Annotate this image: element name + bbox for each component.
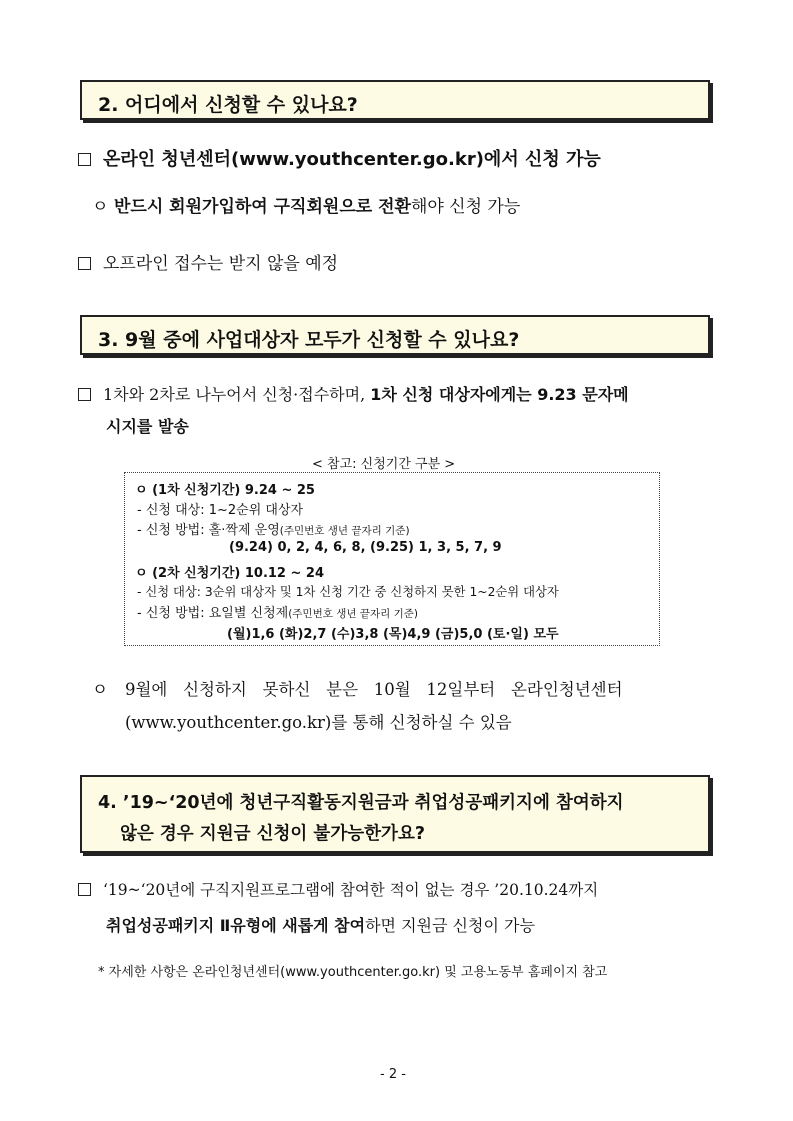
page-number: - 2 -	[380, 1067, 406, 1082]
reference-box	[124, 472, 660, 646]
sms-bold-text-b: 시지를 발송	[106, 417, 189, 436]
split-text: 1차와 2차로 나누어서 신청·접수하며,	[103, 385, 371, 404]
period-2-method-text: - 신청 방법: 요일별 신청제	[137, 606, 289, 621]
offline-text: 오프라인 접수는 받지 않을 예정	[103, 254, 339, 274]
square-bullet-icon	[78, 257, 91, 270]
online-center-text: 온라인 청년센터(www.youthcenter.go.kr)에서 신청 가능	[103, 149, 601, 170]
section-2-sub-membership	[92, 192, 520, 217]
package-rest-text: 하면 지원금 신청이 가능	[365, 916, 535, 935]
circle-bullet-icon: ㅇ	[92, 197, 109, 217]
sub-line-1-text: 9월에 신청하지 못하신 분은 10월 12일부터 온라인청년센터	[125, 680, 623, 699]
section-4-item-line-2	[106, 913, 535, 936]
period-2-head: ㅇ (2차 신청기간) 10.12 ~ 24	[135, 566, 325, 581]
membership-rest-text: 해야 신청 가능	[410, 197, 521, 217]
section-3-item	[78, 382, 629, 405]
sms-bold-text-a: 1차 신청 대상자에게는 9.23 문자메	[370, 385, 629, 404]
section-4-item-line-1	[78, 878, 598, 900]
period-1-method	[137, 519, 410, 538]
section-3-title: 3. 9월 중에 사업대상자 모두가 신청할 수 있나요?	[98, 329, 520, 351]
membership-bold-text: 반드시 회원가입하여 구직회원으로 전환	[114, 197, 411, 217]
section-3-sub-line-2: (www.youthcenter.go.kr)를 통해 신청하실 수 있음	[125, 713, 512, 732]
period-1-method-note: (주민번호 생년 끝자리 기준)	[279, 525, 410, 537]
period-1-days: (9.24) 0, 2, 4, 6, 8, (9.25) 1, 3, 5, 7, 9	[229, 540, 502, 555]
square-bullet-icon	[78, 388, 91, 401]
section-2-title: 2. 어디에서 신청할 수 있나요?	[98, 94, 358, 116]
section-2-item-online	[78, 145, 601, 171]
section-3-header	[80, 315, 710, 355]
item-line-1-text: ‘19~‘20년에 구직지원프로그램에 참여한 적이 없는 경우 ’20.10.24까지	[103, 881, 599, 899]
section-2-item-offline	[78, 249, 338, 274]
reference-note: * 자세한 사항은 온라인청년센터(www.youthcenter.go.kr) 및 고용노동부 홈페이지 참고	[98, 965, 608, 980]
circle-bullet-icon: ㅇ	[92, 680, 108, 699]
section-4-header	[80, 775, 710, 853]
period-1-target: - 신청 대상: 1~2순위 대상자	[137, 503, 304, 518]
period-2-method-note: (주민번호 생년 끝자리 기준)	[288, 608, 418, 620]
package-bold-text: 취업성공패키지 Ⅱ유형에 새롭게 참여	[106, 916, 366, 935]
period-1-head: ㅇ (1차 신청기간) 9.24 ~ 25	[135, 483, 315, 498]
period-1-method-text: - 신청 방법: 홀·짝제 운영	[137, 523, 280, 538]
period-2-method	[137, 602, 418, 621]
reference-caption: < 참고: 신청기간 구분 >	[312, 457, 456, 472]
period-2-target: - 신청 대상: 3순위 대상자 및 1차 신청 기간 중 신청하지 못한 1~2순위 대상자	[137, 585, 559, 599]
square-bullet-icon	[78, 883, 91, 896]
period-2-days: (월)1,6 (화)2,7 (수)3,8 (목)4,9 (금)5,0 (토·일) 모두	[227, 627, 559, 642]
section-4-title-line-1: 4. ’19~‘20년에 청년구직활동지원금과 취업성공패키지에 참여하지	[98, 793, 624, 813]
section-2-header	[80, 80, 710, 120]
section-4-title-line-2: 않은 경우 지원금 신청이 불가능한가요?	[120, 824, 426, 844]
section-3-item-cont	[106, 414, 189, 437]
square-bullet-icon	[78, 153, 91, 166]
section-3-sub-line-1	[92, 676, 623, 700]
